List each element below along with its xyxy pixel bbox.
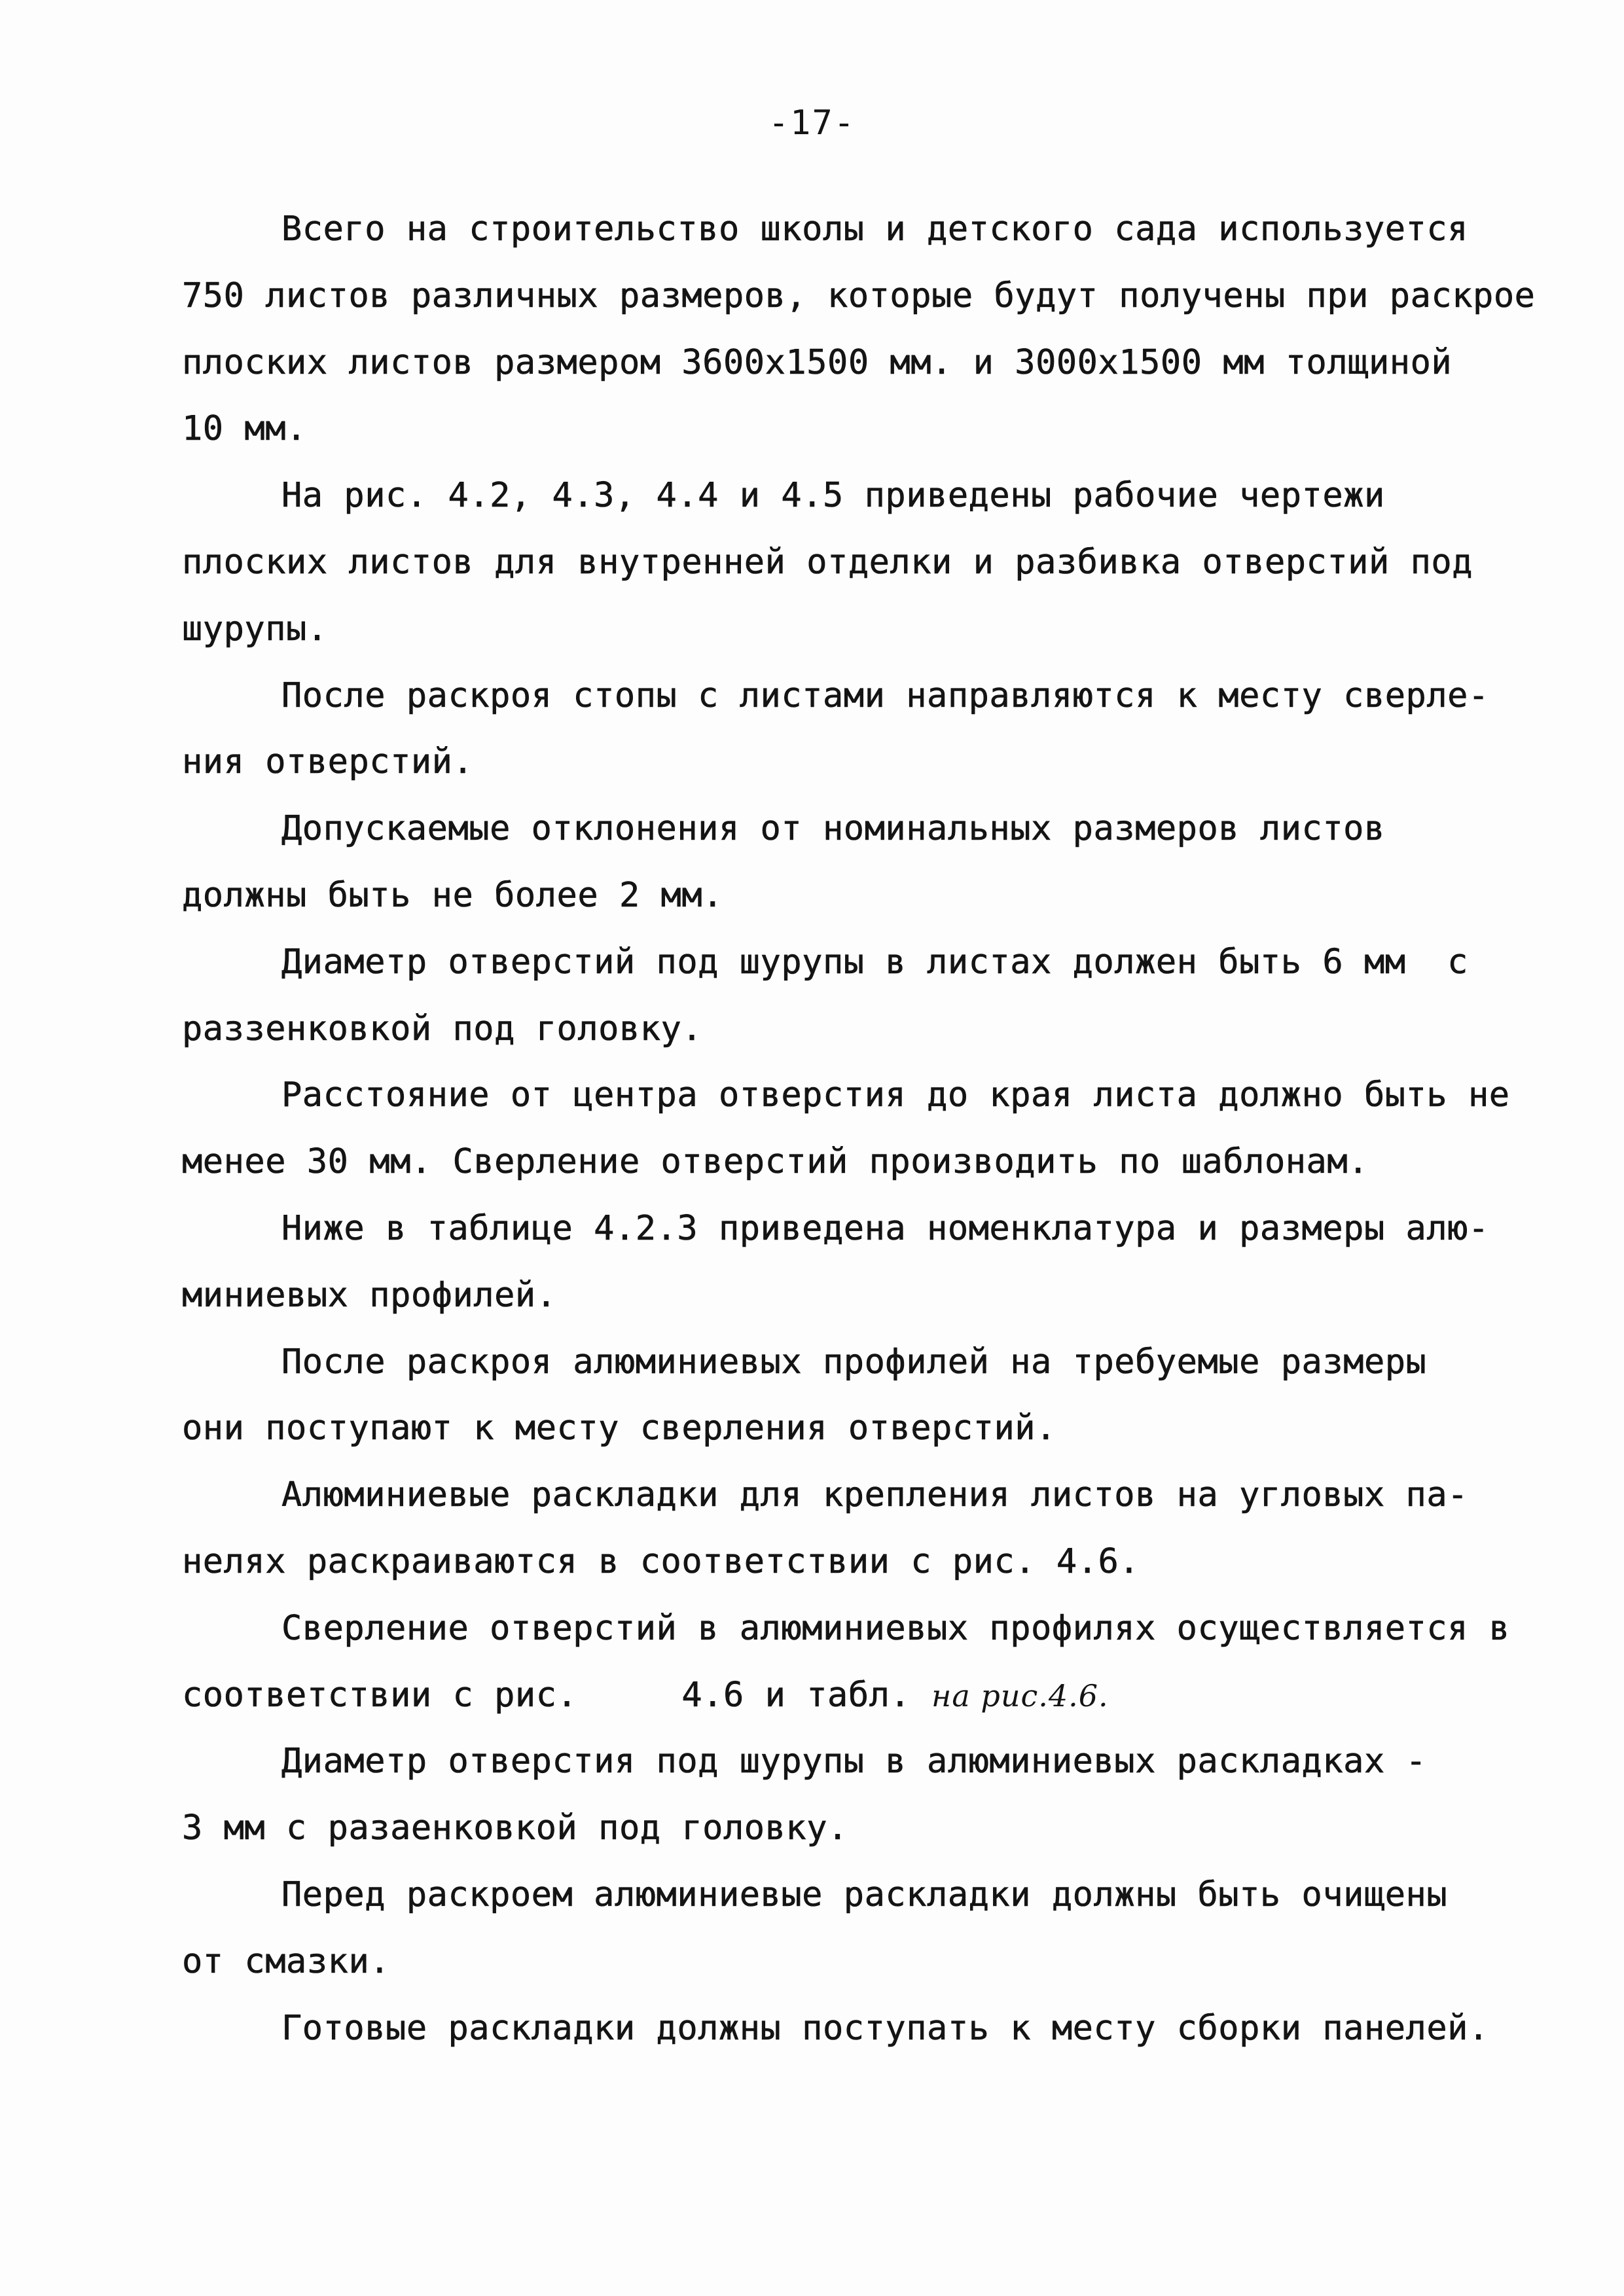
text-line: Перед раскроем алюминиевые раскладки должны быть очищены xyxy=(281,1874,1448,1914)
text-line: Допускаемые отклонения от номинальных размеров листов xyxy=(281,809,1385,849)
text-line: должны быть не более 2 мм. xyxy=(182,875,723,915)
text-line: шурупы. xyxy=(182,609,328,649)
body-text xyxy=(182,196,1536,2062)
text-line: Диаметр отверстий под шурупы в листах должен быть 6 мм с xyxy=(281,942,1468,982)
paragraph xyxy=(182,663,1489,797)
text-line: менее 30 мм. Сверление отверстий производить по шаблонам. xyxy=(182,1142,1369,1182)
page-number: -17- xyxy=(768,103,856,143)
text-line: раззенковкой под головку. xyxy=(182,1009,703,1049)
text-line: 750 листов различных размеров, которые будут получены при раскрое xyxy=(182,276,1536,315)
text-line: плоских листов размером 3600х1500 мм. и 3000х1500 мм толщиной xyxy=(182,342,1453,382)
text-line: 3 мм с разаенковкой под головку. xyxy=(182,1808,848,1848)
text-line: миниевых профилей. xyxy=(182,1275,557,1315)
text-line: Диаметр отверстия под шурупы в алюминиевых раскладках - xyxy=(281,1742,1427,1782)
text-line xyxy=(182,1662,1478,1729)
paragraph xyxy=(182,1462,1478,1596)
text-line: Алюминиевые раскладки для крепления листов на угловых па- xyxy=(281,1475,1468,1515)
text-line: ния отверстий. xyxy=(182,742,474,782)
text-line: Сверление отверстий в алюминиевых профилях осуществляется в xyxy=(281,1608,1510,1648)
text-line-typed: соответствии с рис. 4.6 и табл. xyxy=(182,1675,911,1715)
paragraph xyxy=(182,796,1478,929)
paragraph xyxy=(182,1996,1489,2062)
text-line: Ниже в таблице 4.2.3 приведена номенклатура и размеры алю- xyxy=(281,1208,1489,1248)
text-line: плоских листов для внутренней отделки и разбивка отверстий под xyxy=(182,542,1473,582)
text-line: Всего на строительство школы и детского сада используется xyxy=(281,209,1468,249)
handwritten-note: на рис.4.6. xyxy=(931,1677,1109,1713)
text-line: После раскроя алюминиевых профилей на требуемые размеры xyxy=(281,1342,1427,1382)
paragraph xyxy=(182,1729,1478,1862)
text-line: от смазки. xyxy=(182,1941,391,1981)
paragraph xyxy=(182,1329,1478,1463)
paragraph xyxy=(182,196,1536,463)
paragraph xyxy=(182,1596,1510,1729)
text-line: На рис. 4.2, 4.3, 4.4 и 4.5 приведены рабочие чертежи xyxy=(281,476,1385,516)
paragraph xyxy=(182,1862,1478,1996)
paragraph xyxy=(182,463,1478,662)
text-line: После раскроя стопы с листами направляются к месту сверле- xyxy=(281,675,1489,715)
text-line: Расстояние от центра отверстия до края листа должно быть не xyxy=(281,1075,1510,1115)
paragraph xyxy=(182,1196,1489,1329)
paragraph xyxy=(182,929,1478,1063)
text-line: они поступают к месту сверления отверстий. xyxy=(182,1408,1056,1448)
text-line: Готовые раскладки должны поступать к месту сборки панелей. xyxy=(281,2008,1489,2048)
paragraph xyxy=(182,1062,1510,1196)
text-line: нелях раскраиваются в соответствии с рис. 4.6. xyxy=(182,1541,1140,1581)
text-line: 10 мм. xyxy=(182,409,307,449)
